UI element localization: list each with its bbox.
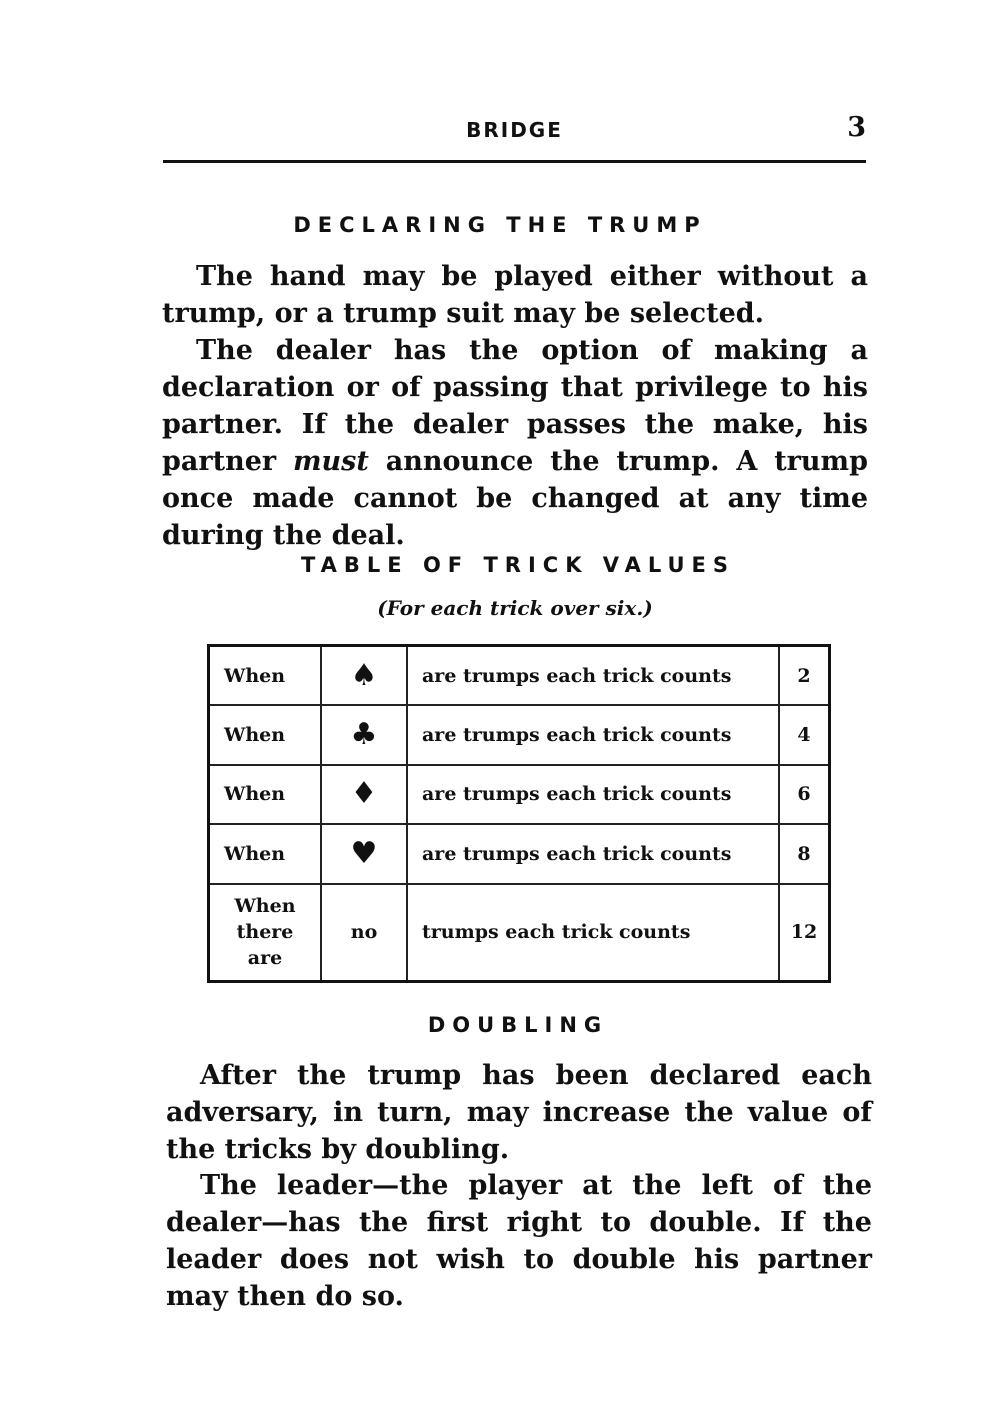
row-label: [209, 884, 322, 982]
row-label: When: [209, 646, 322, 706]
row-value: 2: [779, 646, 830, 706]
row-value: 6: [779, 765, 830, 825]
page-number: 3: [847, 112, 866, 143]
table-row: [209, 705, 830, 765]
suit-cell: no: [321, 884, 407, 982]
heading-table-of-trick-values: TABLE OF TRICK VALUES: [300, 553, 736, 577]
row-label-line: are: [247, 947, 283, 970]
suit-cell: [321, 765, 407, 825]
running-header: [163, 112, 866, 148]
table-row: [209, 765, 830, 825]
declaring-paragraph-2-text-b: announce the trump. A trump once made cannot be changed at any time during the deal.: [162, 446, 868, 551]
table-note: (For each trick over six.): [377, 596, 653, 620]
running-title: BRIDGE: [466, 118, 563, 142]
declaring-paragraph-1: The hand may be played either without a trump, or a trump suit may be selected.: [162, 261, 868, 329]
spade-icon: ♠: [350, 657, 378, 693]
trick-values-table: [207, 644, 831, 983]
declaring-paragraph-2-text-a: The dealer has the option of making a declaration or of passing that privilege to his partner. If the dealer passes the make, his partner: [162, 335, 868, 477]
table-row: [209, 646, 830, 706]
row-label: When: [209, 765, 322, 825]
doubling-paragraph-1: After the trump has been declared each adversary, in turn, may increase the value of the tricks by doubling.: [166, 1060, 872, 1165]
row-text: are trumps each trick counts: [407, 765, 779, 825]
row-text: trumps each trick counts: [407, 884, 779, 982]
suit-cell: [321, 705, 407, 765]
declaring-paragraph-2: [162, 332, 868, 554]
emphasis-must: must: [292, 446, 369, 477]
doubling-paragraph-2: The leader—the player at the left of the dealer—has the first right to double. If the leader does not wish to double his partner may then do so.: [166, 1170, 872, 1312]
heading-declaring-the-trump: DECLARING THE TRUMP: [293, 213, 707, 237]
header-rule: [163, 160, 866, 163]
row-label-line: When: [234, 895, 296, 918]
row-label: When: [209, 705, 322, 765]
club-icon: ♣: [350, 716, 378, 752]
heading-doubling: DOUBLING: [427, 1013, 609, 1037]
row-label: When: [209, 824, 322, 884]
row-value: 12: [779, 884, 830, 982]
suit-cell: [321, 646, 407, 706]
row-text: are trumps each trick counts: [407, 705, 779, 765]
row-label-line: there: [236, 921, 294, 944]
row-value: 4: [779, 705, 830, 765]
heart-icon: ♥: [350, 835, 378, 871]
row-text: are trumps each trick counts: [407, 646, 779, 706]
row-value: 8: [779, 824, 830, 884]
suit-cell: [321, 824, 407, 884]
diamond-icon: ♦: [350, 776, 378, 812]
row-text: are trumps each trick counts: [407, 824, 779, 884]
table-row: [209, 884, 830, 982]
table-row: [209, 824, 830, 884]
